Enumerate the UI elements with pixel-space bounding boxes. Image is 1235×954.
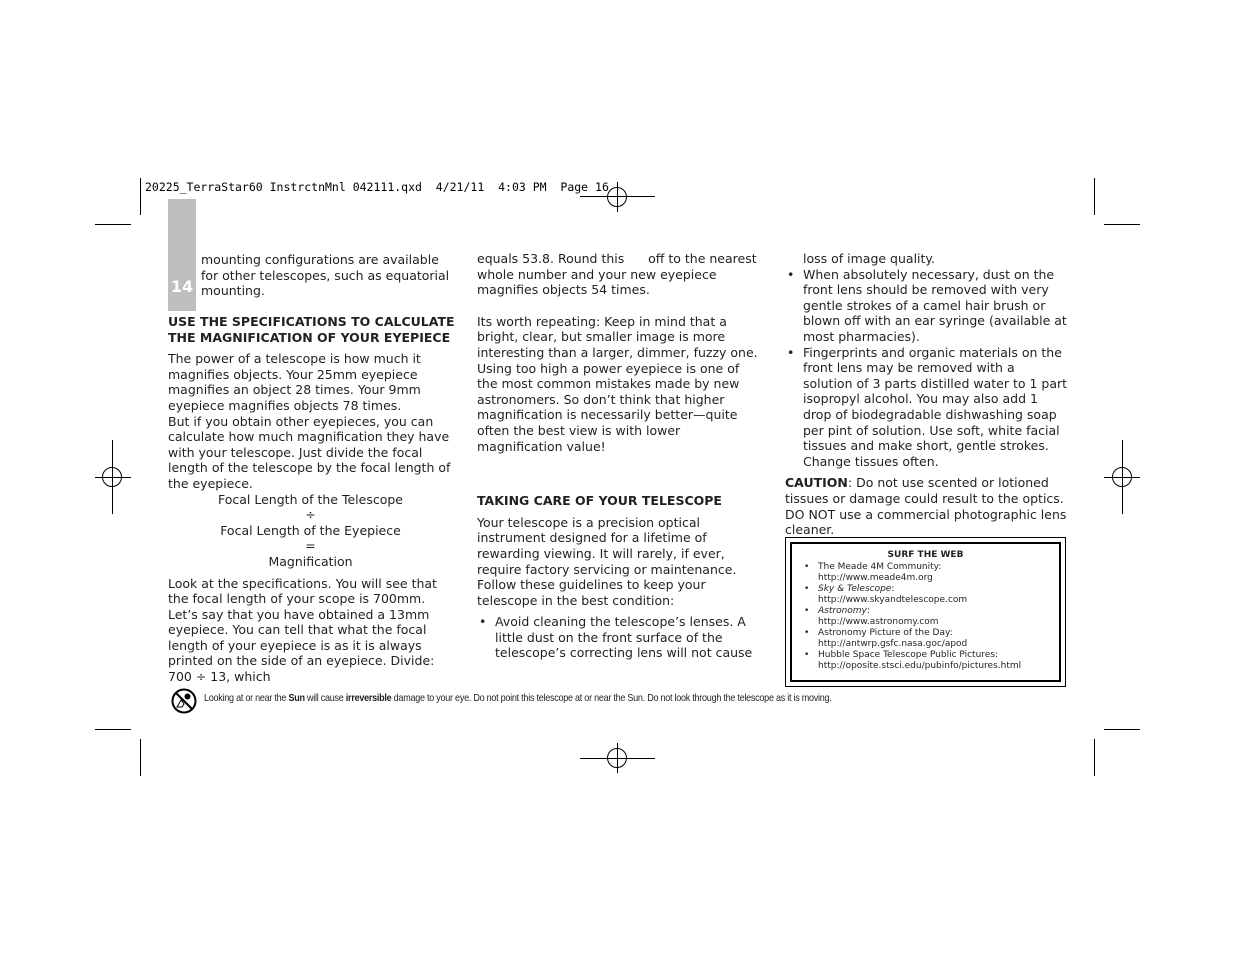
paragraph: Look at the specifications. You will see that the focal length of your scope is 700mm. Let’s say that you have obtained a 13mm eyepiece. You can tell that what the focal length of your eyepiece is as it is always printed on the side of an eyepiece. Divide: 700 ÷ 13, which: [168, 575, 437, 685]
list-item: • Fingerprints and organic materials on the front lens may be removed with a solution of 3 parts distilled water to 1 part isopropyl alcohol. You may also add 1 drop of biodegradable dishwashing soap per pint of solution. Use soft, white facial tissues and make short, gentle strokes. Change tissues often.: [785, 345, 1068, 470]
formula-operator: =: [305, 538, 316, 554]
crop-mark: [1094, 739, 1095, 776]
page-number: 14: [170, 277, 194, 296]
formula-operator: ÷: [305, 507, 316, 523]
registration-mark: [607, 187, 627, 207]
repeat-text: : Keep in mind that a bright, clear, but smaller image is more interesting than a larger, dimmer, fuzzy one. Using too high a power eyepiece is one of the most common mistakes made by new astronomers. So don’t think that higher magnification is necessarily better—quite often the best view is with lower magnification value!: [477, 313, 758, 454]
list-item: • When absolutely necessary, dust on the front lens should be removed with very gentle strokes of a camel hair brush or blown off with an ear syringe (available at most pharmacies).: [785, 267, 1068, 345]
link-item: [818, 562, 1049, 584]
section-heading: THE MAGNIFICATION OF YOUR EYEPIECE: [168, 329, 451, 345]
print-slug: 20225_TerraStar60 InstrctnMnl 042111.qxd 4/21/11 4:03 PM Page 16: [145, 180, 609, 194]
link-url[interactable]: http://www.astronomy.com: [818, 617, 939, 627]
caution-label: CAUTION: [785, 475, 848, 491]
link-name: • The Meade 4M Community:: [818, 562, 942, 572]
link-list: [818, 562, 1049, 672]
registration-mark: [1112, 467, 1132, 487]
crop-mark: [1104, 729, 1140, 730]
link-item: [818, 628, 1049, 650]
col1-intro: [201, 252, 456, 299]
paragraph: But if you obtain other eyepieces, you can calculate how much magnification they have with your telescope. Just divide the focal length of the telescope by the focal length of the eyepiece.: [168, 413, 451, 491]
formula-line: Magnification: [268, 553, 353, 569]
paragraph: equals 53.8. Round this off to the nearest whole number and your new eyepiece magnifies objects 54 times.: [477, 251, 761, 298]
caution-text: : Do not use scented or lotioned tissues or damage could result to the optics. DO NOT use a commercial photographic lens cleaner.: [785, 475, 1067, 538]
crop-mark: [1104, 224, 1140, 225]
crop-mark: [1094, 178, 1095, 215]
intro-text: mounting configurations are available for other telescopes, such as equatorial mounting.: [201, 252, 450, 299]
repeat-label: Its worth repeating: [477, 313, 596, 329]
link-item: [818, 650, 1049, 672]
link-url[interactable]: http://www.skyandtelescope.com: [818, 595, 968, 605]
repeat-paragraph: [477, 314, 761, 454]
formula-line: Focal Length of the Telescope: [218, 491, 403, 507]
list-item: • Avoid cleaning the telescope’s lenses. A little dust on the front surface of the telescope’s correcting lens will not cause: [477, 614, 761, 661]
registration-mark: [102, 467, 122, 487]
list-item-continued: [785, 251, 1068, 267]
crop-mark: [140, 739, 141, 776]
paragraph: The power of a telescope is how much it magnifies objects. Your 25mm eyepiece magnifies an object 28 times. Your 9mm eyepiece magnifies objects 78 times.: [168, 351, 421, 413]
link-name: • Astronomy:: [818, 606, 870, 616]
care-list: [785, 251, 1068, 469]
crop-mark: [140, 178, 141, 215]
column-1: [168, 314, 458, 685]
formula-line: Focal Length of the Eyepiece: [220, 522, 401, 538]
caution-paragraph: [785, 475, 1068, 537]
link-item: [818, 584, 1049, 606]
column-3: [785, 251, 1068, 538]
box-title: SURF THE WEB: [887, 550, 964, 560]
section-heading: USE THE SPECIFICATIONS TO CALCULATE: [168, 314, 455, 329]
care-list: [477, 614, 761, 661]
continued-text: loss of image quality.: [803, 251, 936, 266]
sun-warning-text: Looking at or near the Sun will cause irreversible damage to your eye. Do not point this telescope at or near the Sun. Do not look through the telescope as it is moving.: [204, 692, 832, 704]
link-url[interactable]: http://oposite.stsci.edu/pubinfo/pictures.html: [818, 661, 1022, 671]
registration-mark: [607, 748, 627, 768]
link-item: [818, 606, 1049, 628]
link-name: • Sky & Telescope:: [818, 584, 895, 594]
link-name: • Astronomy Picture of the Day:: [818, 628, 953, 638]
formula: [163, 492, 458, 570]
surf-the-web-box: [785, 537, 1066, 687]
crop-mark: [95, 729, 131, 730]
no-sun-warning-icon: [171, 688, 197, 714]
crop-mark: [95, 224, 131, 225]
link-url[interactable]: http://antwrp.gsfc.nasa.goc/apod: [818, 639, 968, 649]
paragraph: Your telescope is a precision optical instrument designed for a lifetime of rewarding viewing. It will rarely, if ever, require factory servicing or maintenance. Follow these guidelines to keep your telescope in the best condition:: [477, 514, 737, 608]
section-heading: TAKING CARE OF YOUR TELESCOPE: [477, 493, 722, 509]
link-name: • Hubble Space Telescope Public Pictures:: [818, 650, 999, 660]
column-2: [477, 251, 761, 661]
link-url[interactable]: http://www.meade4m.org: [818, 573, 933, 583]
